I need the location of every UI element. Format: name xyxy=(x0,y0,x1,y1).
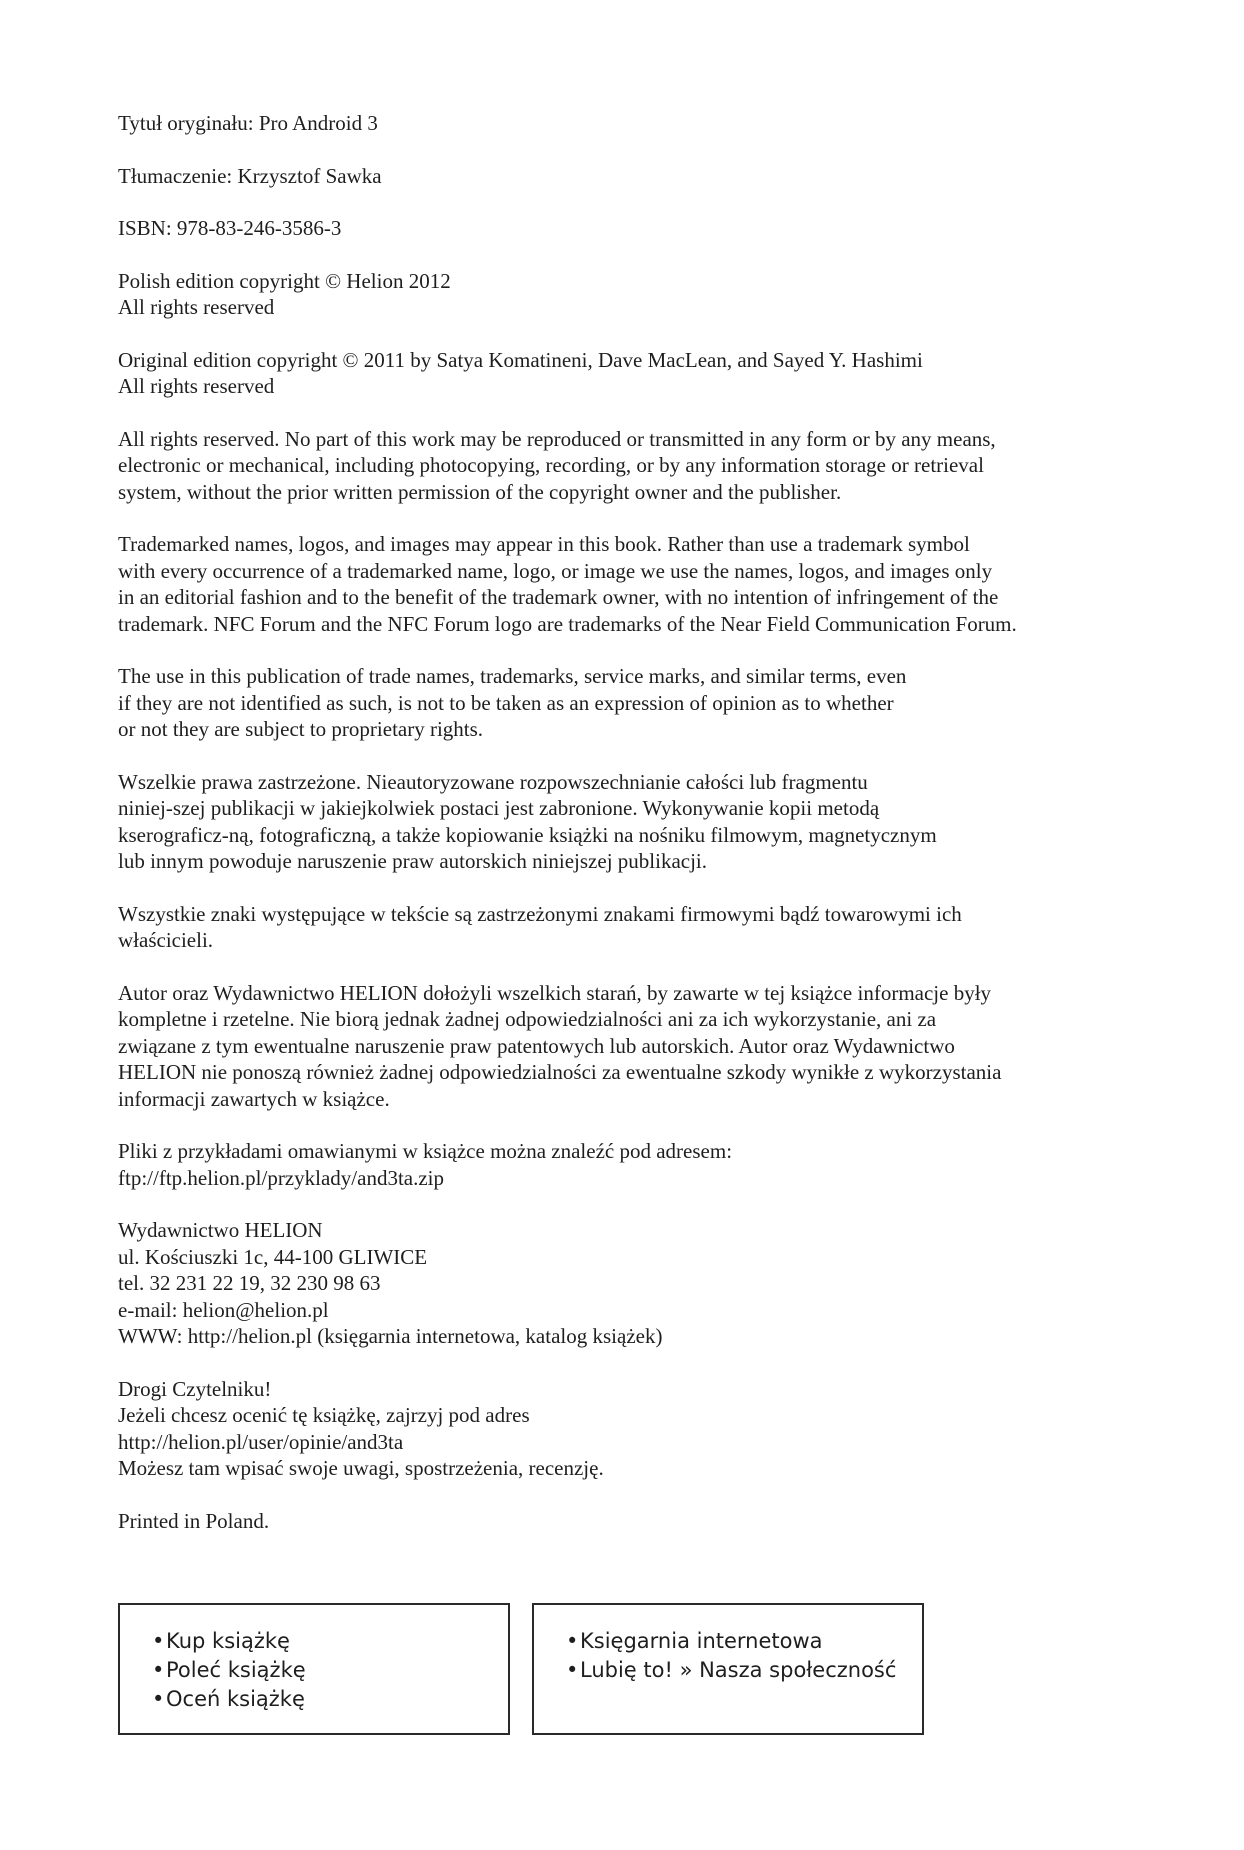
rights-notice-en: All rights reserved. No part of this work may be reproduced or transmitted in any form or by any means, electronic or mechanical, including photocopying, recording, or by any information storage or retrieval system, without the prior written permission of the copyright owner and the publisher. xyxy=(118,426,996,504)
publisher-email[interactable]: e-mail: helion@helion.pl xyxy=(118,1297,329,1322)
online-bookstore-link[interactable]: •Księgarnia internetowa xyxy=(566,1627,922,1656)
polish-copyright: Polish edition copyright © Helion 2012 All rights reserved xyxy=(118,268,451,319)
book-actions-box xyxy=(118,1603,510,1735)
rate-book-link[interactable]: •Oceń książkę xyxy=(152,1685,508,1714)
translator: Tłumaczenie: Krzysztof Sawka xyxy=(118,163,382,188)
rights-notice-pl: Wszelkie prawa zastrzeżone. Nieautoryzowane rozpowszechnianie całości lub fragmentu niniej-szej publikacji w jakiejkolwiek postaci jest zabronione. Wykonywanie kopii metodą kserograficz-ną, fotograficzną, a także kopiowanie książki na nośniku filmowym, magnetycznym lub innym powoduje naruszenie praw autorskich niniejszej publikacji. xyxy=(118,769,937,873)
trade-names-notice-en: The use in this publication of trade names, trademarks, service marks, and similar terms, even if they are not identified as such, is not to be taken as an expression of opinion as to whether or not they are subject to proprietary rights. xyxy=(118,664,907,741)
bullet-icon: • xyxy=(152,1629,165,1653)
printed-in: Printed in Poland. xyxy=(118,1508,270,1533)
community-link[interactable]: •Lubię to! » Nasza społeczność xyxy=(566,1656,922,1685)
disclaimer-pl: Autor oraz Wydawnictwo HELION dołożyli wszelkich starań, by zawarte w tej książce informacje były kompletne i rzetelne. Nie biorą jednak żadnej odpowiedzialności ani za ich wykorzystanie, ani za związane z tym ewentualne naruszenie praw patentowych lub autorskich. Autor oraz Wydawnictwo HELION nie ponoszą również żadnej odpowiedzialności za ewentualne szkody wynikłe z wykorzystania informacji zawartych w książce. xyxy=(118,980,1002,1111)
community-box xyxy=(532,1603,924,1735)
reader-note: Drogi Czytelniku! Jeżeli chcesz ocenić tę książkę, zajrzyj pod adres http://helion.pl/user/opinie/and3ta Możesz tam wpisać swoje uwagi, spostrzeżenia, recenzję. xyxy=(118,1376,1178,1482)
trademarks-notice-en: Trademarked names, logos, and images may appear in this book. Rather than use a trademark symbol with every occurrence of a trademarked name, logo, or image we use the names, logos, and images only in an editorial fashion and to the benefit of the trademark owner, with no intention of infringement of the trademark. NFC Forum and the NFC Forum logo are trademarks of the Near Field Communication Forum. xyxy=(118,532,1017,636)
bullet-icon: • xyxy=(152,1658,165,1682)
recommend-book-link[interactable]: •Poleć książkę xyxy=(152,1656,508,1685)
publisher-address: Wydawnictwo HELION ul. Kościuszki 1c, 44-100 GLIWICE tel. 32 231 22 19, 32 230 98 63 e-mail: helion@helion.pl WWW: http://helion.pl (księgarnia internetowa, katalog książek) xyxy=(118,1217,1178,1350)
original-copyright: Original edition copyright © 2011 by Satya Komatineni, Dave MacLean, and Sayed Y. Hashimi All rights reserved xyxy=(118,347,923,398)
publisher-website[interactable]: WWW: http://helion.pl (księgarnia internetowa, katalog książek) xyxy=(118,1324,663,1348)
original-title: Tytuł oryginału: Pro Android 3 xyxy=(118,111,378,135)
buy-book-link[interactable]: •Kup książkę xyxy=(152,1627,508,1656)
review-link[interactable]: http://helion.pl/user/opinie/and3ta xyxy=(118,1429,404,1454)
examples-ftp-link[interactable]: ftp://ftp.helion.pl/przyklady/and3ta.zip xyxy=(118,1165,445,1190)
bullet-icon: • xyxy=(566,1629,579,1653)
isbn: ISBN: 978-83-246-3586-3 xyxy=(118,216,342,240)
trademarks-notice-pl: Wszystkie znaki występujące w tekście są zastrzeżonymi znakami firmowymi bądź towarowymi ich właścicieli. xyxy=(118,901,962,952)
imprint-page xyxy=(118,110,1178,1560)
examples-download: Pliki z przykładami omawianymi w książce można znaleźć pod adresem: ftp://ftp.helion.pl/przyklady/and3ta.zip xyxy=(118,1138,1178,1191)
bullet-icon: • xyxy=(566,1658,579,1682)
action-boxes xyxy=(118,1603,1042,1739)
bullet-icon: • xyxy=(152,1687,165,1711)
